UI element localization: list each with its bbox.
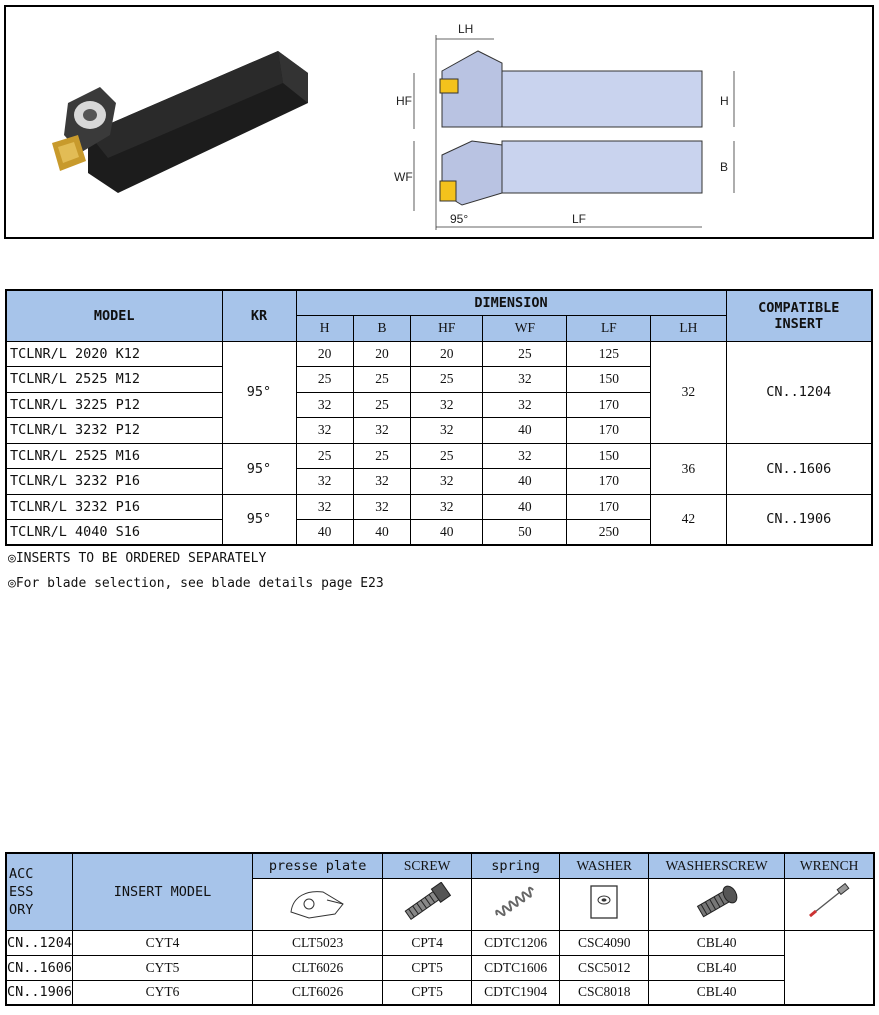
dim-wf-cell: 25 (483, 341, 567, 367)
acc-value-cell: CLT5023 (253, 930, 383, 955)
model-cell: TCLNR/L 3232 P16 (6, 469, 222, 495)
acc-value-cell: CPT4 (383, 930, 472, 955)
acc-icon-cell (649, 878, 785, 930)
dim-wf-cell: 32 (483, 367, 567, 393)
dimension-header: DIMENSION (296, 290, 726, 316)
insert-cell: CN..1204 (726, 341, 872, 443)
acc-value-cell: CYT4 (73, 930, 253, 955)
dim-hf-cell: 32 (411, 392, 483, 418)
model-cell: TCLNR/L 3232 P16 (6, 494, 222, 520)
acc-value-cell: CYT5 (73, 955, 253, 980)
acc-icon-cell (785, 878, 874, 930)
dim-b-cell: 32 (353, 494, 410, 520)
table-row (6, 341, 872, 367)
dim-h-cell: 20 (296, 341, 353, 367)
acc-value-cell: CYT6 (73, 980, 253, 1005)
dim-wf-cell: 40 (483, 469, 567, 495)
label-angle: 95° (450, 212, 469, 226)
dim-h-cell: 32 (296, 392, 353, 418)
insert-cell: CN..1906 (726, 494, 872, 545)
clamp-plate-icon (285, 910, 351, 926)
dim-lf-cell: 170 (567, 494, 651, 520)
dim-wf-cell: 32 (483, 443, 567, 469)
kr-cell: 95° (222, 341, 296, 443)
spring-icon (483, 910, 549, 926)
dim-h-cell: 32 (296, 494, 353, 520)
dim-h-cell: 25 (296, 443, 353, 469)
dim-wf-cell: 50 (483, 520, 567, 546)
dim-hf-cell: 25 (411, 367, 483, 393)
table-row (6, 494, 872, 520)
dim-lf-cell: 170 (567, 392, 651, 418)
acc-col-screw: SCREW (383, 853, 472, 878)
dim-col-lh: LH (651, 316, 726, 342)
wrench-icon (796, 910, 862, 926)
acc-value-cell: CSC8018 (560, 980, 649, 1005)
acc-value-cell: CSC4090 (560, 930, 649, 955)
acc-value-cell: CBL40 (649, 980, 785, 1005)
note-blade: ◎For blade selection, see blade details page E23 (8, 576, 384, 591)
accessory-table (5, 852, 875, 1006)
label-wf: WF (394, 170, 413, 184)
acc-insert-cell: CN..1606 (6, 955, 73, 980)
table-row (6, 955, 874, 980)
compatible-insert-header: COMPATIBLE INSERT (726, 290, 872, 341)
dimension-drawing (386, 15, 766, 235)
lh-cell: 32 (651, 341, 726, 443)
model-cell: TCLNR/L 2525 M16 (6, 443, 222, 469)
acc-icon-cell (383, 878, 472, 930)
label-h: H (720, 94, 729, 108)
label-lf: LF (572, 212, 587, 226)
dim-col-lf: LF (567, 316, 651, 342)
dim-hf-cell: 40 (411, 520, 483, 546)
dim-b-cell: 25 (353, 367, 410, 393)
insert-cell: CN..1606 (726, 443, 872, 494)
acc-col-presse-plate: presse plate (253, 853, 383, 878)
acc-icon-cell (253, 878, 383, 930)
dim-h-cell: 32 (296, 418, 353, 444)
acc-value-cell: CPT5 (383, 955, 472, 980)
acc-col-washerscrew: WASHERSCREW (649, 853, 785, 878)
lh-cell: 36 (651, 443, 726, 494)
accessory-side-label: ACC ESS ORY (6, 853, 73, 930)
dim-b-cell: 25 (353, 443, 410, 469)
acc-col-wrench: WRENCH (785, 853, 874, 878)
washer-icon (571, 910, 637, 926)
acc-icon-cell (471, 878, 560, 930)
acc-value-cell: CDTC1606 (471, 955, 560, 980)
dim-hf-cell: 25 (411, 443, 483, 469)
model-header: MODEL (6, 290, 222, 341)
dim-hf-cell: 32 (411, 418, 483, 444)
model-cell: TCLNR/L 3232 P12 (6, 418, 222, 444)
label-hf: HF (396, 94, 412, 108)
acc-col-washer: WASHER (560, 853, 649, 878)
acc-value-cell: CDTC1904 (471, 980, 560, 1005)
illustration-panel (4, 5, 874, 239)
dim-wf-cell: 40 (483, 494, 567, 520)
washer-screw-icon (684, 910, 750, 926)
dim-lf-cell: 170 (567, 469, 651, 495)
acc-value-cell: CPT5 (383, 980, 472, 1005)
kr-header: KR (222, 290, 296, 341)
specification-table (5, 289, 873, 546)
dim-b-cell: 25 (353, 392, 410, 418)
model-cell: TCLNR/L 4040 S16 (6, 520, 222, 546)
dim-b-cell: 20 (353, 341, 410, 367)
dim-col-wf: WF (483, 316, 567, 342)
dim-h-cell: 25 (296, 367, 353, 393)
dim-hf-cell: 32 (411, 494, 483, 520)
label-lh: LH (458, 22, 474, 36)
insert-model-header: INSERT MODEL (73, 853, 253, 930)
screw-icon (394, 910, 460, 926)
dim-wf-cell: 32 (483, 392, 567, 418)
model-cell: TCLNR/L 3225 P12 (6, 392, 222, 418)
dim-hf-cell: 32 (411, 469, 483, 495)
acc-value-cell: CLT6026 (253, 980, 383, 1005)
dim-col-b: B (353, 316, 410, 342)
label-b: B (720, 160, 729, 174)
dim-b-cell: 40 (353, 520, 410, 546)
dim-h-cell: 40 (296, 520, 353, 546)
acc-value-cell: CLT6026 (253, 955, 383, 980)
table-row (6, 980, 874, 1005)
dim-lf-cell: 250 (567, 520, 651, 546)
dim-col-h: H (296, 316, 353, 342)
dim-lf-cell: 150 (567, 367, 651, 393)
acc-insert-cell: CN..1204 (6, 930, 73, 955)
table-row (6, 930, 874, 955)
dim-b-cell: 32 (353, 469, 410, 495)
acc-value-cell: CBL40 (649, 955, 785, 980)
acc-icon-cell (560, 878, 649, 930)
acc-value-cell: CBL40 (649, 930, 785, 955)
dim-hf-cell: 20 (411, 341, 483, 367)
dim-lf-cell: 150 (567, 443, 651, 469)
acc-value-cell: CDTC1206 (471, 930, 560, 955)
lh-cell: 42 (651, 494, 726, 545)
dim-lf-cell: 125 (567, 341, 651, 367)
dim-lf-cell: 170 (567, 418, 651, 444)
note-inserts: ◎INSERTS TO BE ORDERED SEPARATELY (8, 551, 267, 566)
dim-col-hf: HF (411, 316, 483, 342)
acc-col-spring: spring (471, 853, 560, 878)
kr-cell: 95° (222, 443, 296, 494)
table-row (6, 443, 872, 469)
model-cell: TCLNR/L 2020 K12 (6, 341, 222, 367)
dim-wf-cell: 40 (483, 418, 567, 444)
acc-insert-cell: CN..1906 (6, 980, 73, 1005)
tool-holder-photo (38, 43, 318, 203)
dim-h-cell: 32 (296, 469, 353, 495)
model-cell: TCLNR/L 2525 M12 (6, 367, 222, 393)
dim-b-cell: 32 (353, 418, 410, 444)
acc-value-cell: CSC5012 (560, 955, 649, 980)
kr-cell: 95° (222, 494, 296, 545)
